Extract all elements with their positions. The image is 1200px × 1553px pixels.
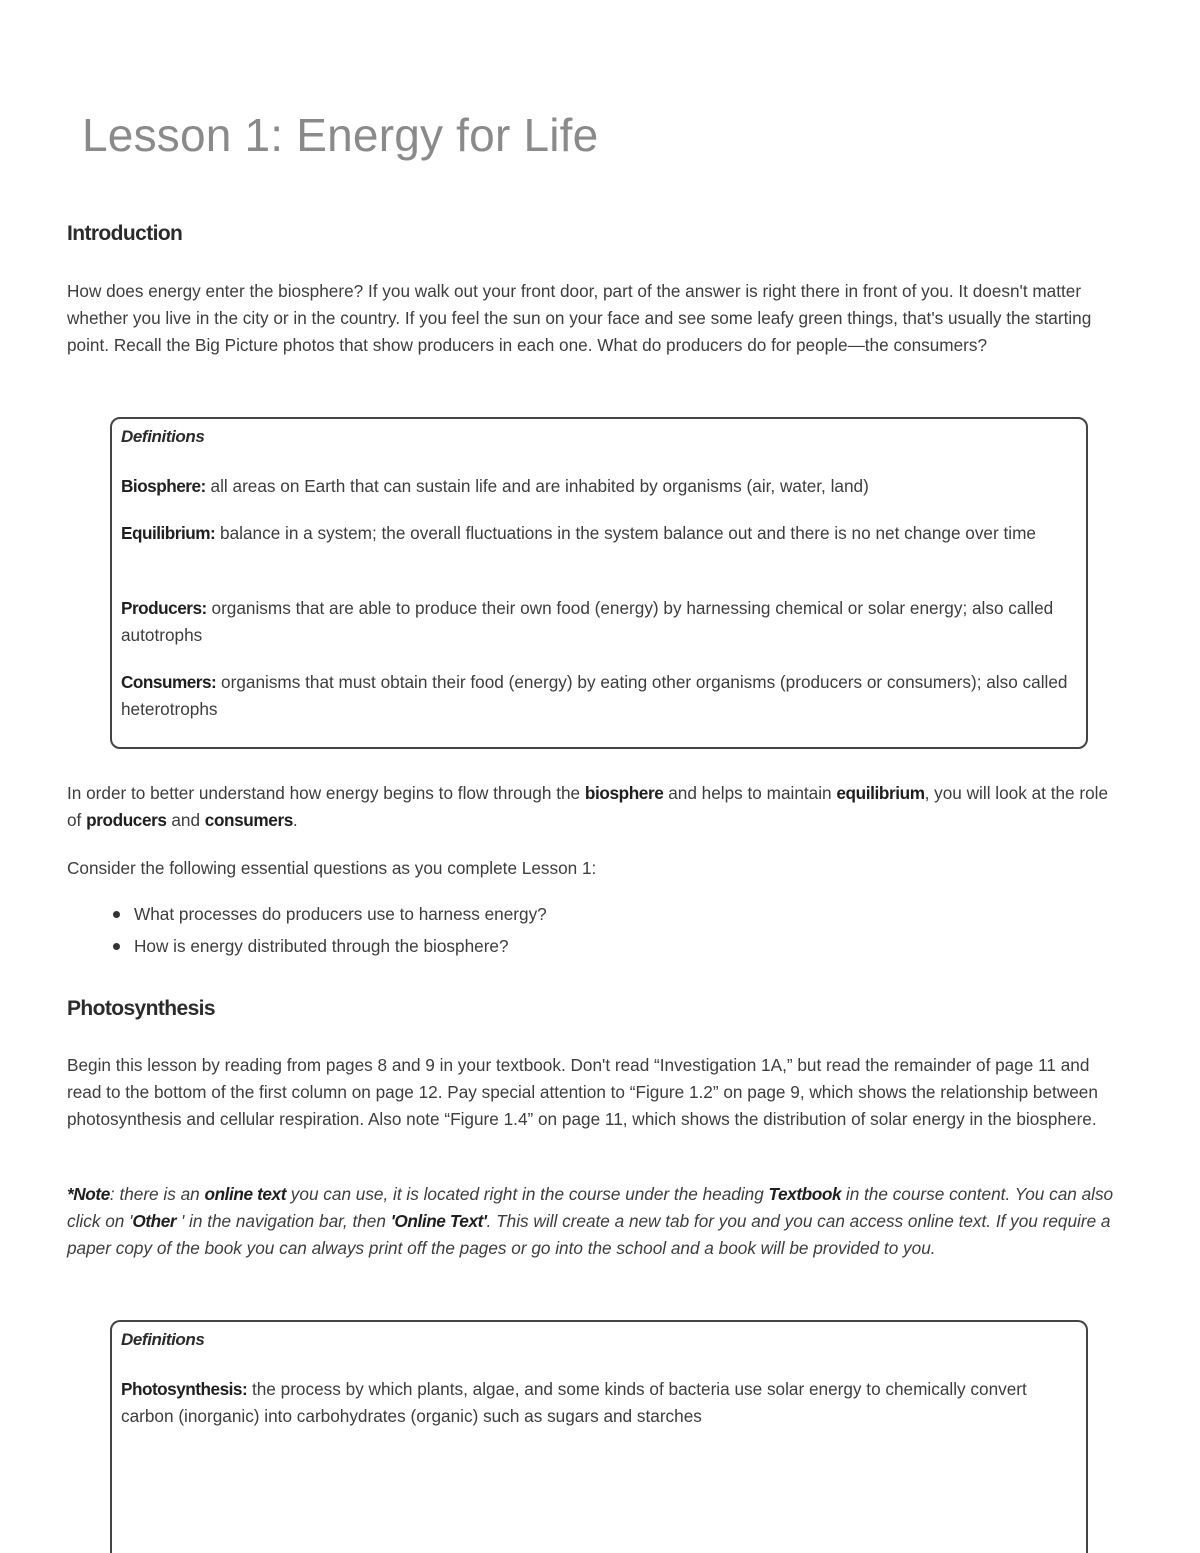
- introduction-heading: Introduction: [67, 222, 183, 245]
- definitions-heading: Definitions: [121, 427, 205, 446]
- text-segment: and: [166, 810, 205, 830]
- definition-term: Consumers:: [121, 672, 217, 692]
- definition-equilibrium: [121, 520, 1071, 547]
- definition-text: organisms that are able to produce their own food (energy) by harnessing chemical or solar energy; also called autotrophs: [121, 598, 1054, 645]
- bullet-icon: [113, 943, 120, 950]
- photosynthesis-paragraph: Begin this lesson by reading from pages 8 and 9 in your textbook. Don't read “Investigation 1A,” but read the remainder of page 11 and read to the bottom of the first column on page 12. Pay special attention to “Figure 1.2” on page 9, which shows the relationship between photosynthesis and cellular respiration. Also note “Figure 1.4” on page 11, which shows the distribution of solar energy in the biosphere.: [67, 1055, 1098, 1129]
- lesson-title: Lesson 1: Energy for Life: [82, 109, 599, 161]
- essential-questions-intro: Consider the following essential questions as you complete Lesson 1:: [67, 858, 597, 878]
- keyword-biosphere: biosphere: [584, 783, 664, 803]
- list-item-text: How is energy distributed through the biosphere?: [134, 936, 509, 956]
- definition-consumers: [121, 669, 1071, 723]
- keyword-equilibrium: equilibrium: [836, 783, 925, 803]
- text-segment: and helps to maintain: [663, 783, 837, 803]
- definition-biosphere: [121, 473, 1071, 500]
- definition-producers: [121, 595, 1071, 649]
- keyword-textbook: Textbook: [768, 1184, 842, 1204]
- note-label: *Note: [67, 1184, 110, 1204]
- definition-text: balance in a system; the overall fluctuations in the system balance out and there is no net change over time: [215, 523, 1036, 543]
- definition-photosynthesis: [121, 1376, 1071, 1430]
- text-segment: In order to better understand how energy begins to flow through the: [67, 783, 585, 803]
- list-item: [67, 898, 547, 930]
- definition-term: Biosphere:: [121, 476, 206, 496]
- definitions-heading: Definitions: [121, 1330, 205, 1349]
- text-segment: in the course content. You can also click on ': [67, 1184, 1114, 1231]
- definition-text: organisms that must obtain their food (energy) by eating other organisms (producers or consumers); also called heterotrophs: [121, 672, 1068, 719]
- definition-term: Photosynthesis:: [121, 1379, 248, 1399]
- list-item-text: What processes do producers use to harness energy?: [134, 904, 547, 924]
- text-segment: ' in the navigation bar, then: [176, 1211, 391, 1231]
- definition-text: the process by which plants, algae, and some kinds of bacteria use solar energy to chemically convert carbon (inorganic) into carbohydrates (organic) such as sugars and starches: [121, 1379, 1027, 1426]
- definitions-box-2: [110, 1320, 1088, 1553]
- definition-term: Equilibrium:: [121, 523, 216, 543]
- keyword-producers: producers: [86, 810, 167, 830]
- bullet-icon: [113, 911, 120, 918]
- keyword-consumers: consumers: [204, 810, 293, 830]
- keyword-other: Other: [132, 1211, 177, 1231]
- text-segment: . This will create a new tab for you and you can access online text. If you require a paper copy of the book you can always print off the pages or go into the school and a book will be provided to you.: [67, 1211, 1111, 1258]
- definition-text: all areas on Earth that can sustain life and are inhabited by organisms (air, water, land): [205, 476, 869, 496]
- keyword-online-text-link: 'Online Text': [390, 1211, 487, 1231]
- text-segment: , you will look at the role of: [67, 783, 1109, 830]
- text-segment: : there is an: [109, 1184, 205, 1204]
- introduction-paragraph: How does energy enter the biosphere? If you walk out your front door, part of the answer is right there in front of you. It doesn't matter whether you live in the city or in the country. If you feel the sun on your face and see some leafy green things, that's usually the starting point. Recall the Big Picture photos that show producers in each one. What do producers do for people—the consumers?: [67, 281, 1092, 355]
- text-segment: you can use, it is located right in the course under the heading: [286, 1184, 769, 1204]
- definitions-box-1: [110, 417, 1088, 749]
- photosynthesis-heading: Photosynthesis: [67, 997, 215, 1020]
- list-item: [67, 930, 547, 962]
- energy-flow-paragraph: [67, 780, 1127, 834]
- text-segment: .: [292, 810, 298, 830]
- note-paragraph: [67, 1181, 1127, 1262]
- essential-questions-list: [67, 898, 547, 962]
- keyword-online-text: online text: [204, 1184, 287, 1204]
- definition-term: Producers:: [121, 598, 207, 618]
